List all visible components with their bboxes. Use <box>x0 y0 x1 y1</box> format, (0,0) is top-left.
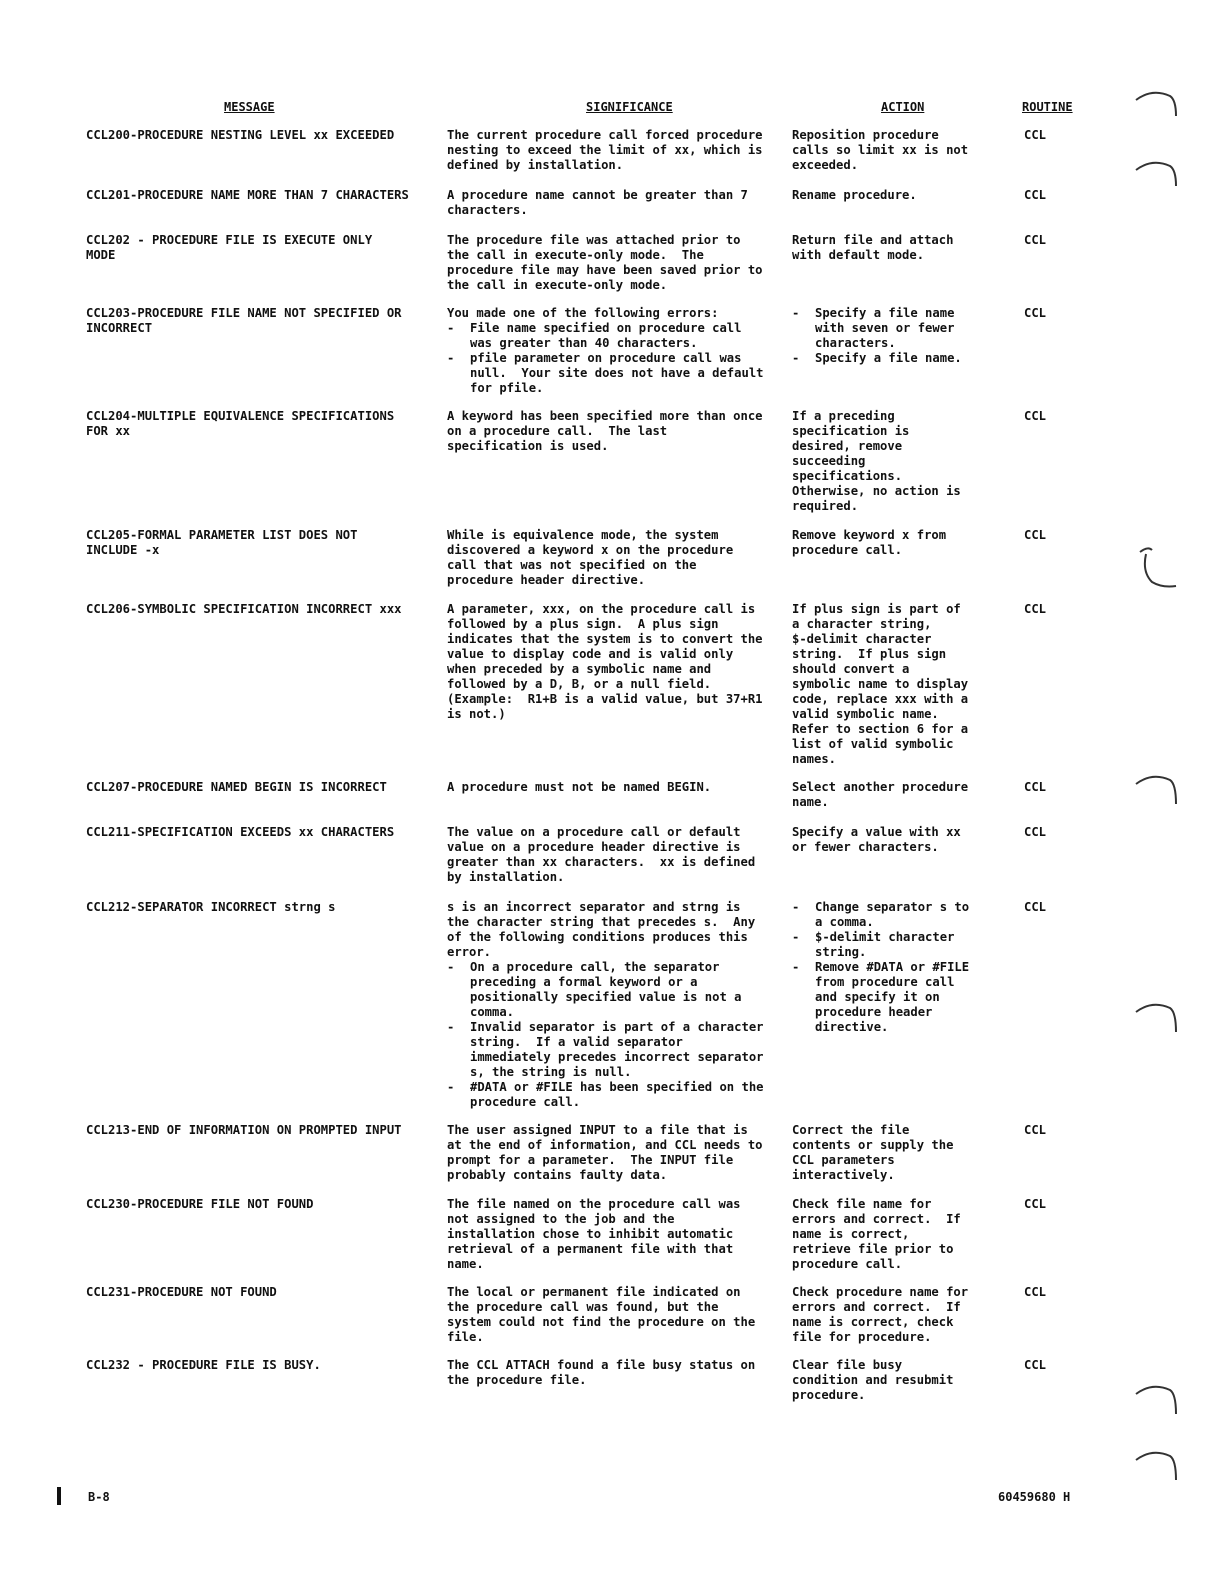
routine-cell: CCL <box>1024 900 1047 914</box>
header-significance: SIGNIFICANCE <box>586 100 673 114</box>
action-cell <box>792 900 992 1035</box>
binder-hole-mark <box>1132 998 1182 1038</box>
significance-intro: You made one of the following errors: <box>447 306 719 320</box>
action-cell: Reposition procedure calls so limit xx is not exceeded. <box>792 128 969 172</box>
routine-cell: CCL <box>1024 825 1047 839</box>
binder-hole-mark <box>1132 86 1182 122</box>
list-item: - Change separator s to a comma. <box>792 900 992 930</box>
significance-cell: A parameter, xxx, on the procedure call is followed by a plus sign. A plus sign indicates that the system is to convert the value to display code and is valid only when preceded by a symbolic name and followed by a D, B, or a null field. (Example: R1+B is a valid value, but 37+R1 is not.) <box>447 602 763 721</box>
significance-cell: The user assigned INPUT to a file that is at the end of information, and CCL needs to prompt for a parameter. The INPUT file probably contains faulty data. <box>447 1123 763 1182</box>
routine-cell: CCL <box>1024 780 1047 794</box>
list-item: - #DATA or #FILE has been specified on the procedure call. <box>447 1080 777 1110</box>
action-cell: Rename procedure. <box>792 188 917 202</box>
list-item: - File name specified on procedure call was greater than 40 characters. <box>447 321 777 351</box>
message-cell: CCL203-PROCEDURE FILE NAME NOT SPECIFIED OR INCORRECT <box>86 306 402 335</box>
action-cell: If plus sign is part of a character string, $-delimit character string. If plus sign should convert a symbolic name to display code, replace xxx with a valid symbolic name. Refer to section 6 for a list of valid symbolic names. <box>792 602 969 766</box>
action-cell: Clear file busy condition and resubmit procedure. <box>792 1358 954 1402</box>
routine-cell: CCL <box>1024 128 1047 142</box>
message-cell: CCL213-END OF INFORMATION ON PROMPTED INPUT <box>86 1123 402 1137</box>
routine-cell: CCL <box>1024 1197 1047 1211</box>
significance-list <box>447 321 777 396</box>
action-cell: Check file name for errors and correct. If name is correct, retrieve file prior to procedure call. <box>792 1197 961 1271</box>
message-cell: CCL230-PROCEDURE FILE NOT FOUND <box>86 1197 314 1211</box>
header-action: ACTION <box>881 100 925 114</box>
action-list <box>792 900 992 1035</box>
list-item: - Specify a file name. <box>792 351 992 366</box>
significance-cell: The CCL ATTACH found a file busy status on the procedure file. <box>447 1358 756 1387</box>
message-cell: CCL207-PROCEDURE NAMED BEGIN IS INCORRECT <box>86 780 387 794</box>
routine-cell: CCL <box>1024 528 1047 542</box>
action-list <box>792 306 992 366</box>
significance-cell: A keyword has been specified more than once on a procedure call. The last specification is used. <box>447 409 763 453</box>
action-cell: Remove keyword x from procedure call. <box>792 528 947 557</box>
message-cell: CCL211-SPECIFICATION EXCEEDS xx CHARACTERS <box>86 825 395 839</box>
action-cell: Specify a value with xx or fewer characters. <box>792 825 961 854</box>
action-cell <box>792 306 992 366</box>
header-routine: ROUTINE <box>1022 100 1073 114</box>
binder-hole-mark <box>1132 156 1182 192</box>
binder-hole-mark <box>1132 1380 1182 1420</box>
list-item: - pfile parameter on procedure call was null. Your site does not have a default for pfile. <box>447 351 777 396</box>
list-item: - Remove #DATA or #FILE from procedure call and specify it on procedure header directive. <box>792 960 992 1035</box>
message-cell: CCL200-PROCEDURE NESTING LEVEL xx EXCEEDED <box>86 128 395 142</box>
routine-cell: CCL <box>1024 602 1047 616</box>
binder-hole-mark <box>1132 770 1182 810</box>
routine-cell: CCL <box>1024 306 1047 320</box>
routine-cell: CCL <box>1024 1358 1047 1372</box>
routine-cell: CCL <box>1024 188 1047 202</box>
significance-cell: The local or permanent file indicated on the procedure call was found, but the system could not find the procedure on the file. <box>447 1285 756 1344</box>
significance-cell <box>447 306 777 396</box>
message-cell: CCL231-PROCEDURE NOT FOUND <box>86 1285 277 1299</box>
action-cell: Return file and attach with default mode. <box>792 233 954 262</box>
significance-cell <box>447 900 777 1110</box>
message-cell: CCL205-FORMAL PARAMETER LIST DOES NOT INCLUDE -x <box>86 528 358 557</box>
routine-cell: CCL <box>1024 233 1047 247</box>
significance-list <box>447 960 777 1110</box>
document-number: 60459680 H <box>998 1490 1071 1504</box>
change-bar <box>57 1487 61 1505</box>
list-item: - On a procedure call, the separator preceding a formal keyword or a positionally specified value is not a comma. <box>447 960 777 1020</box>
significance-cell: The current procedure call forced procedure nesting to exceed the limit of xx, which is defined by installation. <box>447 128 763 172</box>
significance-cell: The procedure file was attached prior to the call in execute-only mode. The procedure file may have been saved prior to the call in execute-only mode. <box>447 233 763 292</box>
header-message: MESSAGE <box>224 100 275 114</box>
message-cell: CCL204-MULTIPLE EQUIVALENCE SPECIFICATIONS FOR xx <box>86 409 395 438</box>
routine-cell: CCL <box>1024 1285 1047 1299</box>
action-cell: Check procedure name for errors and correct. If name is correct, check file for procedure. <box>792 1285 969 1344</box>
message-cell: CCL206-SYMBOLIC SPECIFICATION INCORRECT xxx <box>86 602 402 616</box>
significance-cell: The file named on the procedure call was not assigned to the job and the installation chose to inhibit automatic retrieval of a permanent file with that name. <box>447 1197 741 1271</box>
action-cell: Correct the file contents or supply the CCL parameters interactively. <box>792 1123 954 1182</box>
significance-cell: A procedure name cannot be greater than 7 characters. <box>447 188 748 217</box>
message-cell: CCL202 - PROCEDURE FILE IS EXECUTE ONLY MODE <box>86 233 373 262</box>
message-cell: CCL212-SEPARATOR INCORRECT strng s <box>86 900 336 914</box>
list-item: - Specify a file name with seven or fewer characters. <box>792 306 992 351</box>
significance-cell: A procedure must not be named BEGIN. <box>447 780 712 794</box>
binder-hole-mark <box>1132 1446 1182 1486</box>
significance-intro: s is an incorrect separator and strng is the character string that precedes s. Any of the following conditions produces this error. <box>447 900 756 959</box>
action-cell: If a preceding specification is desired, remove succeeding specifications. Otherwise, no action is required. <box>792 409 961 513</box>
action-cell: Select another procedure name. <box>792 780 969 809</box>
list-item: - Invalid separator is part of a character string. If a valid separator immediately precedes incorrect separator s, the string is null. <box>447 1020 777 1080</box>
message-cell: CCL201-PROCEDURE NAME MORE THAN 7 CHARACTERS <box>86 188 409 202</box>
significance-cell: The value on a procedure call or default value on a procedure header directive is greater than xx characters. xx is defined by installation. <box>447 825 756 884</box>
page-number: B-8 <box>88 1490 110 1504</box>
list-item: - $-delimit character string. <box>792 930 992 960</box>
routine-cell: CCL <box>1024 1123 1047 1137</box>
significance-cell: While is equivalence mode, the system discovered a keyword x on the procedure call that was not specified on the procedure header directive. <box>447 528 734 587</box>
message-cell: CCL232 - PROCEDURE FILE IS BUSY. <box>86 1358 321 1372</box>
routine-cell: CCL <box>1024 409 1047 423</box>
binder-hole-mark <box>1132 542 1182 592</box>
